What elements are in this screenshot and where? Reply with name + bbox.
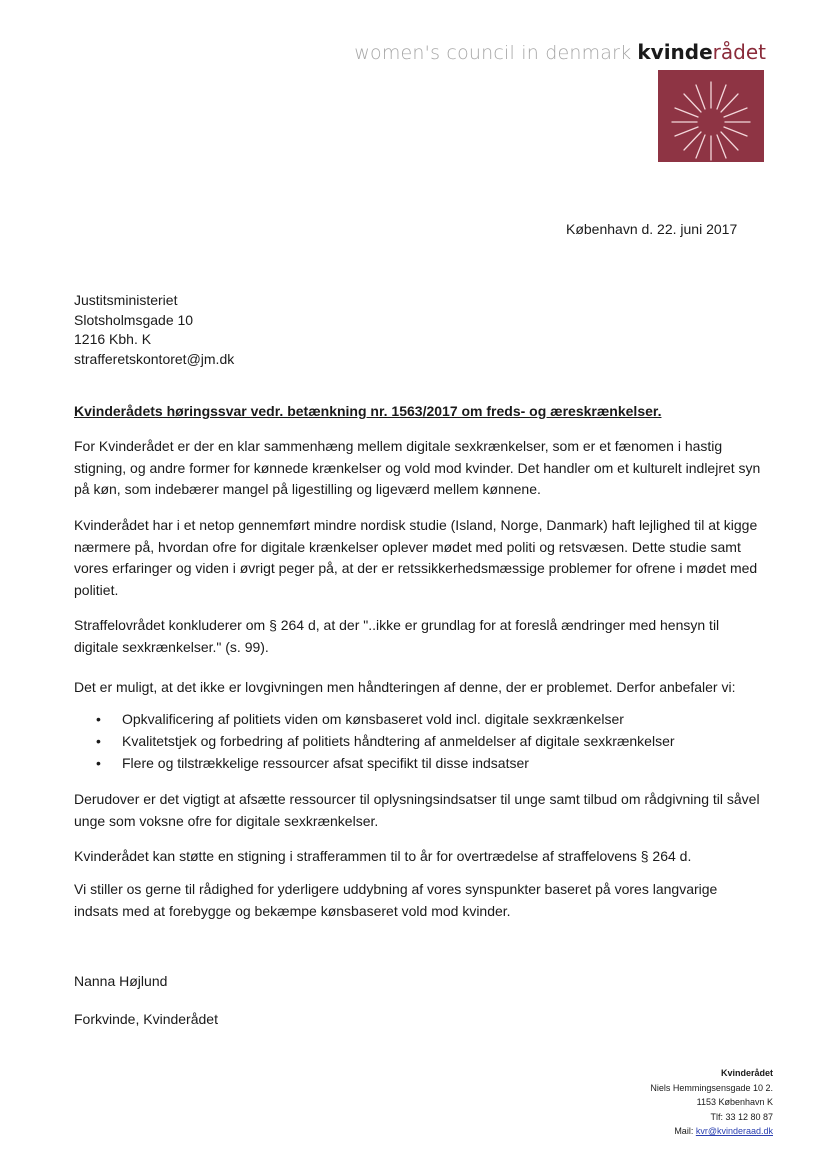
- recipient-street: Slotsholmsgade 10: [74, 311, 194, 328]
- recipient-address: [74, 291, 234, 369]
- footer-mail: [650, 1124, 773, 1139]
- bullet-icon: •: [96, 733, 101, 749]
- bullet-icon: •: [96, 711, 101, 727]
- paragraph: Vi stiller os gerne til rådighed for yderligere uddybning af vores synspunkter baseret på vores langvarige indsats med at forebygge og bekæmpe kønsbaseret vold mod kvinder.: [74, 881, 718, 919]
- brand-name-bold: kvinde: [637, 40, 713, 64]
- footer-org: Kvinderådet: [720, 1068, 773, 1078]
- letter-subject: Kvinderådets høringssvar vedr. betænkning nr. 1563/2017 om freds- og æreskrænkelser.: [74, 403, 662, 419]
- list-item-text: Kvalitetstjek og forbedring af politiets håndtering af anmeldelser af digitale sexkrænkelser: [122, 733, 675, 749]
- footer-city: 1153 København K: [696, 1097, 773, 1107]
- sunburst-logo-graphic: [658, 70, 764, 162]
- paragraph: Kvinderådet kan støtte en stigning i strafferammen til to år for overtrædelse af straffelovens § 264 d.: [74, 848, 692, 864]
- letter-date: København d. 22. juni 2017: [566, 221, 738, 237]
- recipient-city: 1216 Kbh. K: [74, 331, 152, 347]
- list-item-text: Flere og tilstrækkelige ressourcer afsat specifikt til disse indsatser: [122, 755, 529, 771]
- paragraph: Straffelovrådet konkluderer om § 264 d, at der "..ikke er grundlag for at foreslå ændringer med hensyn til digitale sexkrænkelser." (s. 99).: [74, 617, 720, 655]
- signature-name: Nanna Højlund: [74, 973, 168, 989]
- sunburst-logo-icon: [658, 70, 764, 162]
- recipient-email: strafferetskontoret@jm.dk: [74, 350, 235, 367]
- bullet-icon: •: [96, 755, 101, 771]
- signature-title: Forkvinde, Kvinderådet: [74, 1011, 218, 1027]
- footer-phone: Tlf: 33 12 80 87: [710, 1111, 773, 1122]
- recommendation-list: [74, 708, 764, 774]
- paragraph: Derudover er det vigtigt at afsætte ressourcer til oplysningsindsatser til unge samt tilbud om rådgivning til såvel unge som voksne ofre for digitale sexkrænkelser.: [74, 791, 760, 829]
- list-item-text: Opkvalificering af politiets viden om kønsbaseret vold incl. digitale sexkrænkelser: [122, 711, 624, 727]
- letterhead: [354, 40, 766, 64]
- brand-name-rest: rådet: [712, 40, 766, 64]
- tagline: women's council in denmark: [354, 42, 632, 64]
- brand-name: [637, 40, 766, 64]
- recipient-name: Justitsministeriet: [74, 292, 178, 308]
- footer-mail-link[interactable]: kvr@kvinderaad.dk: [695, 1126, 773, 1136]
- paragraph: For Kvinderådet er der en klar sammenhæng mellem digitale sexkrænkelser, som er et fænomen i hastig stigning, og andre former for kønnede krænkelser og vold mod kvinder. Det handler om et kulturelt indlejret syn på køn, som indebærer mangel på ligestilling og ligeværd mellem kønnene.: [74, 438, 761, 497]
- footer-street: Niels Hemmingsensgade 10 2.: [650, 1082, 773, 1093]
- paragraph: Kvinderådet har i et netop gennemført mindre nordisk studie (Island, Norge, Danmark) haft lejlighed til at kigge nærmere på, hvordan ofre for digitale krænkelser oplever mødet med politi og retsvæsen. Dette studie samt vores erfaringer og viden i øvrigt peger på, at der er retssikkerhedsmæssige problemer for ofrene i mødet med politiet.: [74, 517, 758, 598]
- footer-contact: [650, 1066, 773, 1139]
- list-item: [74, 730, 764, 752]
- footer-mail-label: Mail:: [674, 1126, 696, 1136]
- paragraph: Det er muligt, at det ikke er lovgivningen men håndteringen af denne, der er problemet. Derfor anbefaler vi:: [74, 679, 736, 695]
- list-item: [74, 708, 764, 730]
- list-item: [74, 752, 764, 774]
